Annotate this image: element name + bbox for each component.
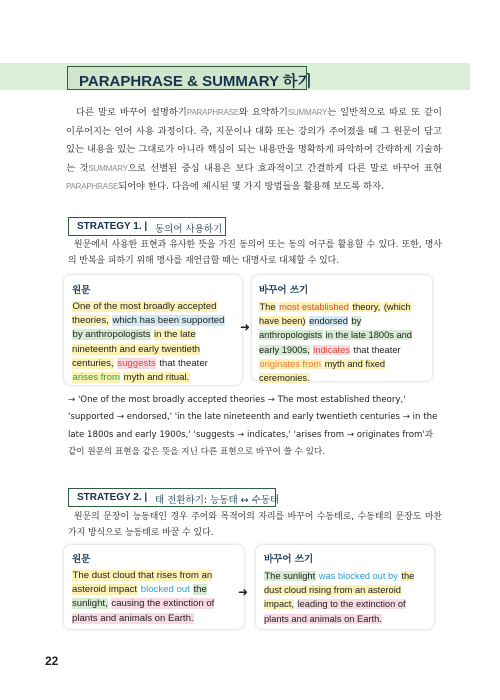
section-title-box	[67, 66, 312, 90]
original-heading: 원문	[72, 554, 91, 565]
strategy1-description: 원문에서 사용한 표현과 유사한 뜻을 가진 동의어 또는 동의 어구를 활용할 수 있다. 또한, 명사의 반복을 피하기 위해 명사를 재언급할 때는 대명사로 대체할 수 있다.	[68, 240, 442, 266]
intro-paragraph: 다른 말로 바꾸어 설명하기PARAPHRASE와 요약하기SUMMARY는 일반적으로 따로 또 같이 이루어지는 언어 사용 과정이다. 즉, 지문이나 대화 또는 강의가 주어졌을 때 그 원문이 담고 있는 내용을 있는 그대로가 아니라 핵심이 되는 내용만을 명확하게 파악하여 간략하게 기술하는 것SUMMARY으로 선별된 중심 내용은 보다 효과적이고 간결하게 다른 말로 바꾸어 표현PARAPHRASE되어야 한다. 다음에 제시된 몇 가지 방법들을 활용해 보도록 하자.	[66, 107, 443, 193]
strategy1-label: STRATEGY 1. |	[77, 221, 148, 232]
strategy1-title: 동의어 사용하기	[155, 224, 223, 235]
rewrite-heading: 바꾸어 쓰기	[259, 285, 309, 296]
page-number: 22	[45, 654, 59, 668]
rewrite-text: The sunlight was blocked out by the dust cloud rising from an asteroid impact, leading to the extinction of plants and animals on Earth.	[264, 571, 415, 624]
strategy2-rewrite-card	[256, 545, 434, 629]
original-text: One of the most broadly accepted theories, which has been supported by anthropologists in the late nineteenth and early twentieth centuries, suggests that theater arises from myth and ritual.	[72, 301, 225, 384]
strategy2-original-card	[64, 545, 244, 629]
strategy1-note: → 'One of the most broadly accepted theories → The most established theory,' 'supported → endorsed,' 'in the late nineteenth and early twentieth centuries → in the late 1800s and early 1900s,' 'suggests → indicates,' 'arises from → originates from'과 같이 원문의 표현을 같은 뜻을 지닌 다른 표현으로 바꾸어 쓸 수 있다.	[68, 395, 438, 458]
strategy1-original-card	[64, 275, 242, 385]
rewrite-heading: 바꾸어 쓰기	[264, 554, 314, 565]
strategy2-description: 원문의 문장이 능동태인 경우 주어와 목적어의 자리를 바꾸어 수동태로, 수동태의 문장도 마찬가지 방식으로 능동태로 바꿀 수 있다.	[68, 512, 442, 538]
arrow-icon: ➜	[240, 320, 251, 334]
rewrite-text: The most established theory, (which have been) endorsed by anthropologists in the late 1800s and early 1900s, indicates that theater originates from myth and fixed ceremonies.	[259, 302, 412, 384]
strategy1-heading	[68, 217, 226, 236]
original-text: The dust cloud that rises from an asteroid impact blocked out the sunlight, causing the extinction of plants and animals on Earth.	[72, 570, 215, 624]
strategy2-label: STRATEGY 2. |	[77, 492, 148, 503]
original-heading: 원문	[72, 285, 91, 296]
strategy2-heading	[68, 488, 280, 507]
page-title: PARAPHRASE & SUMMARY 하기	[79, 73, 312, 90]
strategy1-rewrite-card	[252, 275, 432, 384]
arrow-icon: ➜	[238, 585, 249, 599]
strategy2-title: 태 전환하기: 능동태 ↔ 수동태	[155, 495, 280, 506]
